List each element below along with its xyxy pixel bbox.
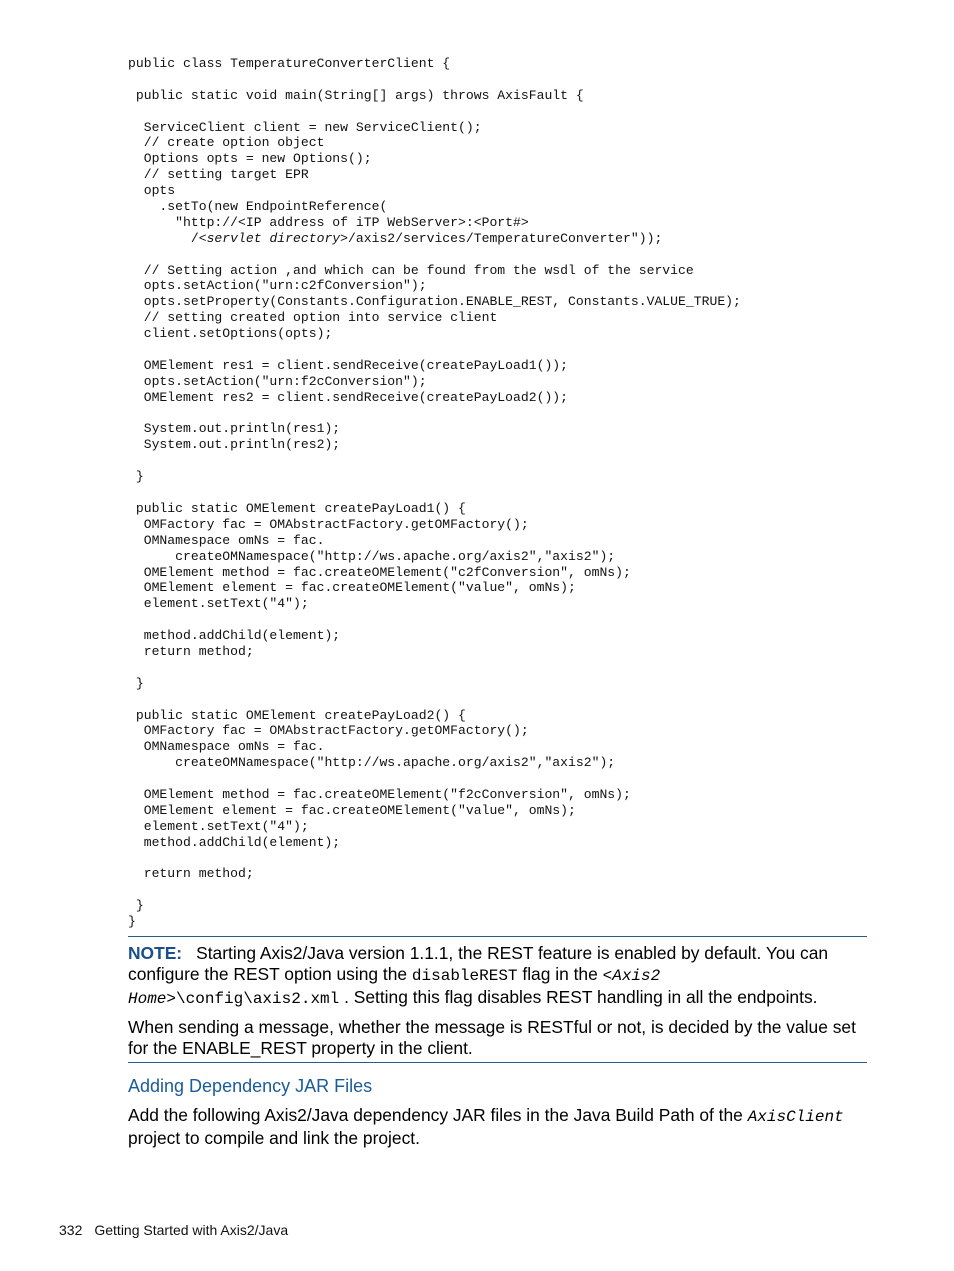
code-line: OMElement method = fac.createOMElement("f2cConversion", omNs); — [128, 786, 631, 802]
code-line: opts.setProperty(Constants.Configuration.ENABLE_REST, Constants.VALUE_TRUE); — [128, 294, 741, 310]
code-line: OMElement element = fac.createOMElement("value", omNs); — [128, 580, 576, 596]
code-line: .setTo(new EndpointReference( — [128, 199, 388, 215]
code-line — [128, 342, 868, 358]
code-line-servlet — [128, 231, 868, 247]
note-paragraph — [128, 943, 868, 1010]
code-line: createOMNamespace("http://ws.apache.org/axis2","axis2"); — [128, 548, 616, 564]
section-heading: Adding Dependency JAR Files — [128, 1076, 373, 1096]
code-line: } — [128, 914, 136, 930]
code-line: } — [128, 469, 144, 485]
code-fragment: /< — [128, 230, 207, 246]
code-line: element.setText("4"); — [128, 596, 309, 612]
code-line: public class TemperatureConverterClient { — [128, 56, 451, 71]
code-line: // Setting action ,and which can be found from the wsdl of the service — [128, 262, 694, 278]
code-line: // setting target EPR — [128, 167, 309, 183]
code-line: } — [128, 898, 144, 914]
body-code: AxisClient — [747, 1108, 844, 1126]
code-line: OMElement res2 = client.sendReceive(createPayLoad2()); — [128, 389, 569, 405]
code-line: } — [128, 675, 144, 691]
code-line: // create option object — [128, 135, 325, 151]
code-line: client.setOptions(opts); — [128, 326, 333, 342]
code-line: System.out.println(res1); — [128, 421, 341, 437]
page-number: 332 — [59, 1222, 83, 1238]
code-line: public static OMElement createPayLoad2() { — [128, 707, 466, 723]
code-line: element.setText("4"); — [128, 818, 309, 834]
code-line: return method; — [128, 643, 254, 659]
code-fragment: >/axis2/services/TemperatureConverter")); — [340, 230, 663, 246]
code-line — [128, 660, 868, 676]
note-code: \config\axis2.xml — [176, 990, 340, 1008]
code-line — [128, 72, 868, 88]
code-line — [128, 247, 868, 263]
servlet-directory-placeholder: servlet directory — [206, 230, 341, 246]
code-line — [128, 692, 868, 708]
code-line: method.addChild(element); — [128, 834, 341, 850]
note-text: flag in the — [517, 964, 603, 984]
code-line: method.addChild(element); — [128, 628, 341, 644]
code-line: OMNamespace omNs = fac. — [128, 532, 325, 548]
note-bottom-rule — [128, 1062, 867, 1063]
body-text: Add the following Axis2/Java dependency JAR files in the Java Build Path of the — [128, 1105, 748, 1125]
note-code-italic: <Axis2 Home> — [128, 967, 661, 1008]
code-line: createOMNamespace("http://ws.apache.org/axis2","axis2"); — [128, 755, 616, 771]
code-line — [128, 612, 868, 628]
code-line — [128, 453, 868, 469]
code-line: OMElement element = fac.createOMElement("value", omNs); — [128, 802, 576, 818]
code-line: return method; — [128, 866, 254, 882]
code-line: OMElement res1 = client.sendReceive(createPayLoad1()); — [128, 357, 569, 373]
code-line: // setting created option into service client — [128, 310, 498, 326]
code-line: OMNamespace omNs = fac. — [128, 739, 325, 755]
code-line: opts.setAction("urn:f2cConversion"); — [128, 373, 427, 389]
note-top-rule — [128, 936, 867, 937]
code-line — [128, 485, 868, 501]
code-line: "http://<IP address of iTP WebServer>:<Port#> — [128, 214, 529, 230]
code-line: Options opts = new Options(); — [128, 151, 372, 167]
code-line — [128, 882, 868, 898]
code-line — [128, 851, 868, 867]
note-paragraph-2: When sending a message, whether the message is RESTful or not, is decided by the value set for the ENABLE_REST property in the client. — [128, 1017, 856, 1058]
code-line — [128, 406, 868, 422]
code-line: public static void main(String[] args) throws AxisFault { — [128, 87, 584, 103]
code-line: OMElement method = fac.createOMElement("c2fConversion", omNs); — [128, 564, 631, 580]
page-footer — [59, 1222, 288, 1238]
note-text: Starting Axis2/Java version 1.1.1, the REST feature is enabled by default. You can configure the REST option using the — [128, 943, 829, 984]
note-label: NOTE: — [128, 943, 183, 963]
note-code: disableREST — [411, 967, 518, 985]
code-listing — [128, 56, 868, 930]
code-line: System.out.println(res2); — [128, 437, 341, 453]
code-line: opts.setAction("urn:c2fConversion"); — [128, 278, 427, 294]
code-line — [128, 104, 868, 120]
code-line: OMFactory fac = OMAbstractFactory.getOMFactory(); — [128, 723, 529, 739]
code-line — [128, 771, 868, 787]
body-paragraph — [128, 1105, 868, 1149]
footer-title: Getting Started with Axis2/Java — [94, 1222, 289, 1238]
body-text: project to compile and link the project. — [128, 1128, 420, 1148]
note-text: . Setting this flag disables REST handling in all the endpoints. — [339, 987, 818, 1007]
code-line: opts — [128, 183, 176, 199]
code-line: public static OMElement createPayLoad1() { — [128, 500, 466, 516]
code-line: ServiceClient client = new ServiceClient(); — [128, 119, 482, 135]
note-box — [128, 943, 868, 1066]
code-line: OMFactory fac = OMAbstractFactory.getOMFactory(); — [128, 516, 529, 532]
